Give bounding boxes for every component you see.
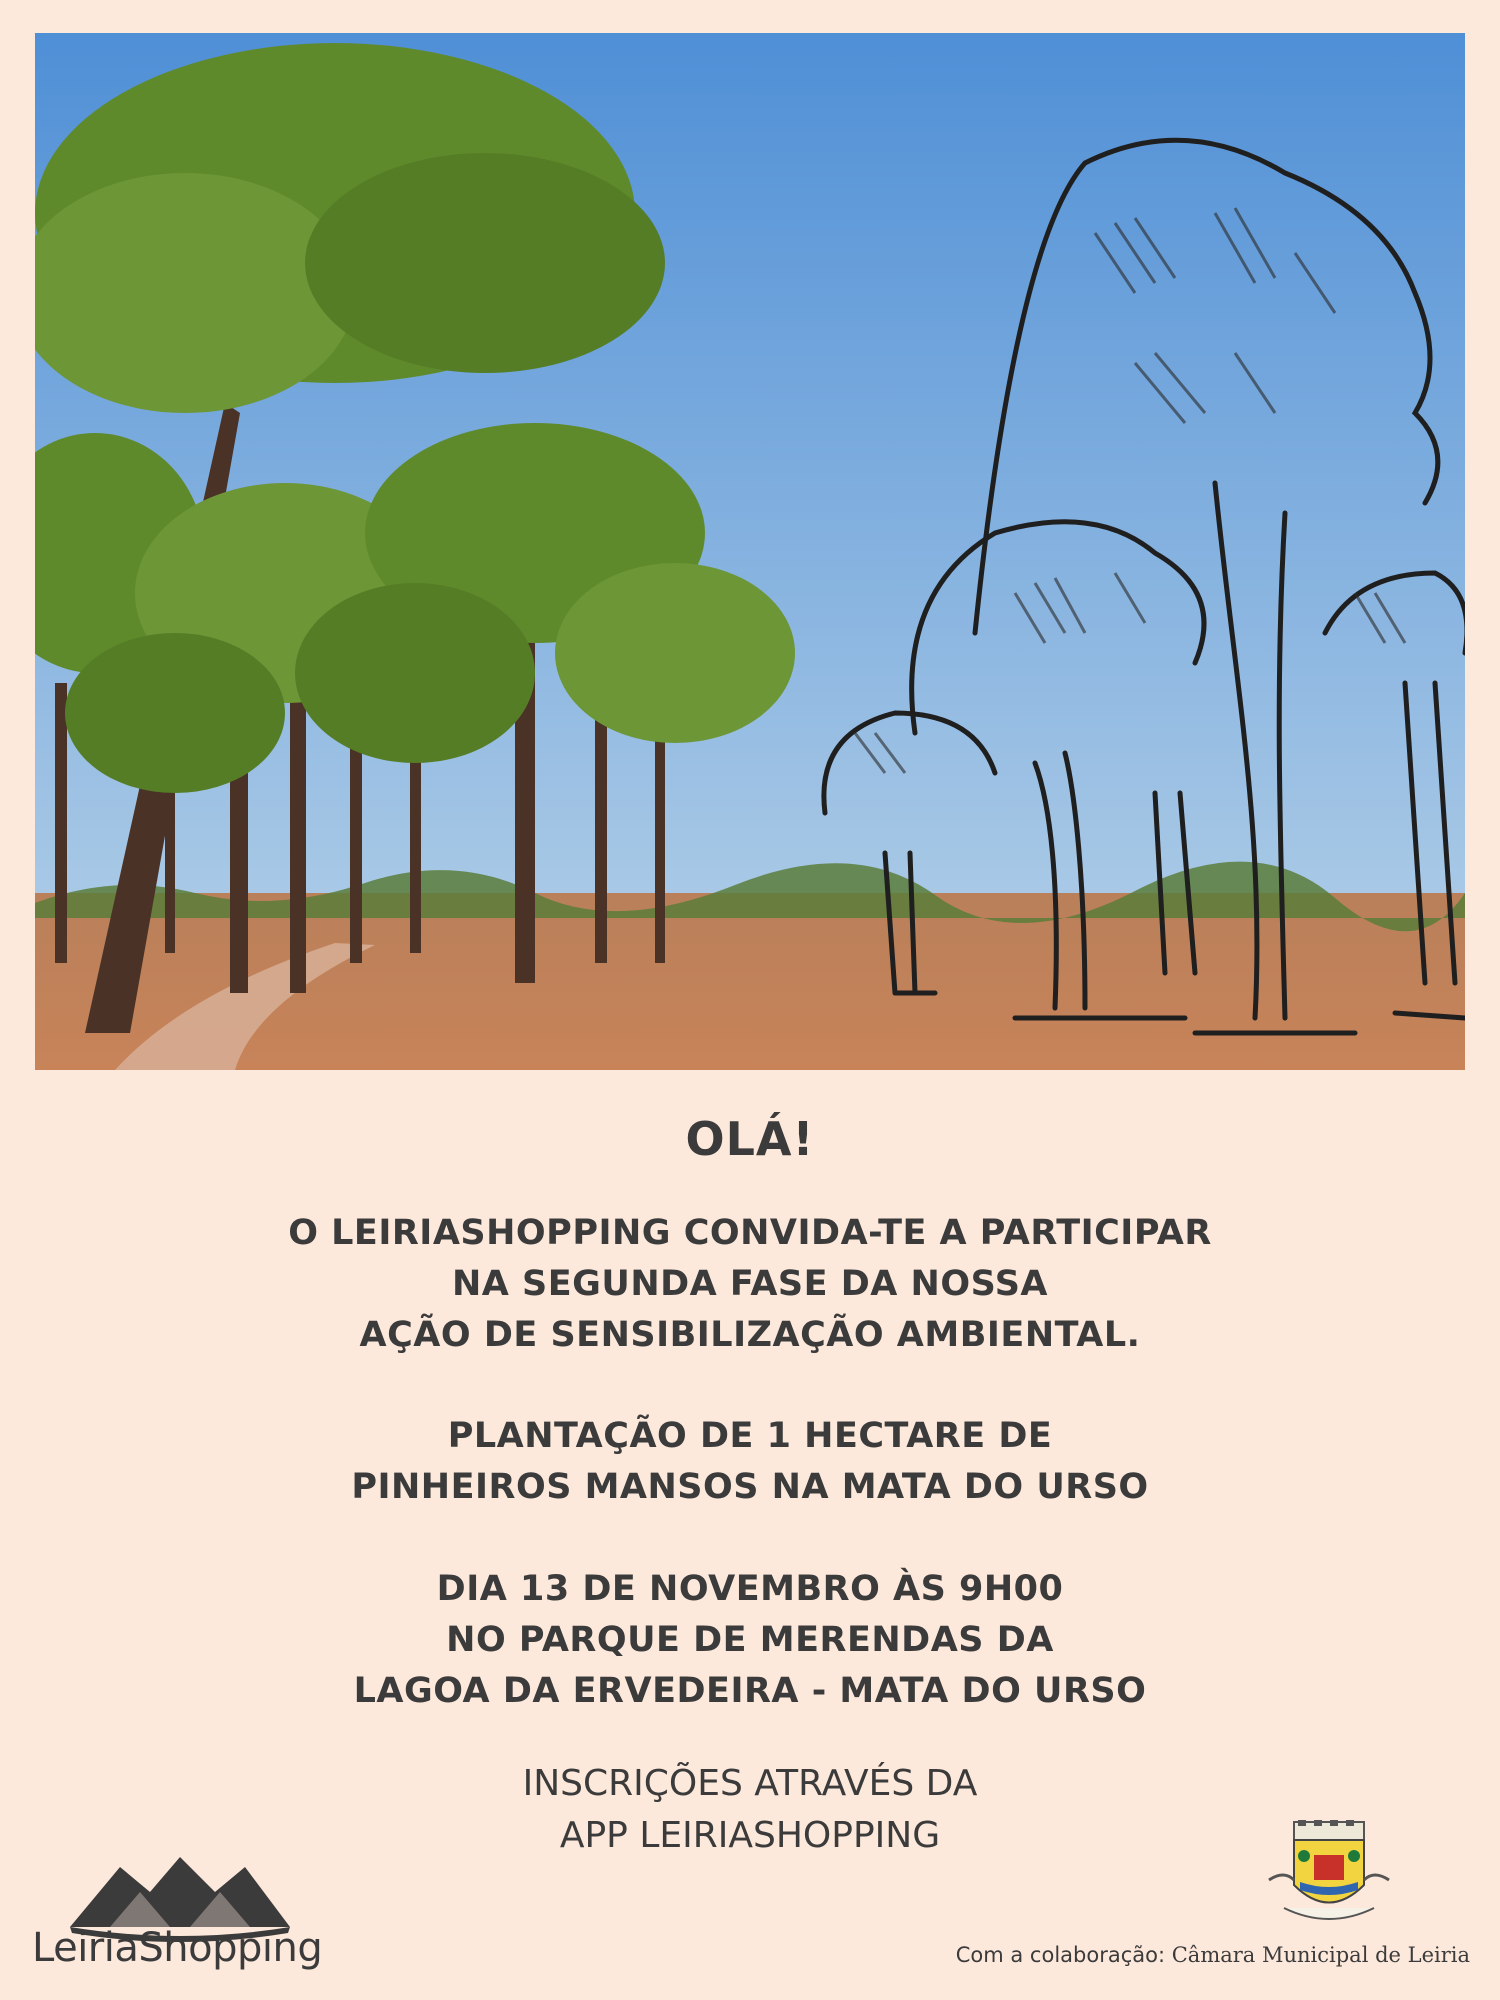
event-line-3: LAGOA DA ERVEDEIRA - MATA DO URSO [353,1671,1147,1711]
registration-line-1: INSCRIÇÕES ATRAVÉS DA [522,1763,978,1804]
credit-label: Com a colaboração: [955,1943,1166,1967]
registration-line-2: APP LEIRIASHOPPING [559,1815,941,1856]
planting-paragraph [0,1411,1500,1513]
logo-wordmark [32,1925,322,1971]
invite-line-2: NA SEGUNDA FASE DA NOSSA [451,1264,1049,1304]
event-line-1: DIA 13 DE NOVEMBRO ÀS 9H00 [436,1569,1064,1609]
event-line-2: NO PARQUE DE MERENDAS DA [446,1620,1054,1660]
planting-line-2: PINHEIROS MANSOS NA MATA DO URSO [351,1467,1149,1507]
invite-line-3: AÇÃO DE SENSIBILIZAÇÃO AMBIENTAL. [359,1315,1141,1355]
logo-wordmark-part1: Leiria [32,1925,139,1971]
invite-paragraph [0,1208,1500,1361]
hero-image [35,33,1465,1070]
credit-organization: Câmara Municipal de Leiria [1171,1943,1470,1967]
logo-wordmark-part2: Shopping [138,1925,323,1971]
invite-line-1: O LEIRIASHOPPING CONVIDA-TE A PARTICIPAR [288,1213,1212,1253]
event-paragraph [0,1564,1500,1717]
planting-line-1: PLANTAÇÃO DE 1 HECTARE DE [447,1416,1053,1456]
greeting-heading: OLÁ! [685,1112,815,1166]
collaboration-credit [956,1943,1470,1967]
leiria-coat-of-arms-icon [1264,1820,1394,1935]
